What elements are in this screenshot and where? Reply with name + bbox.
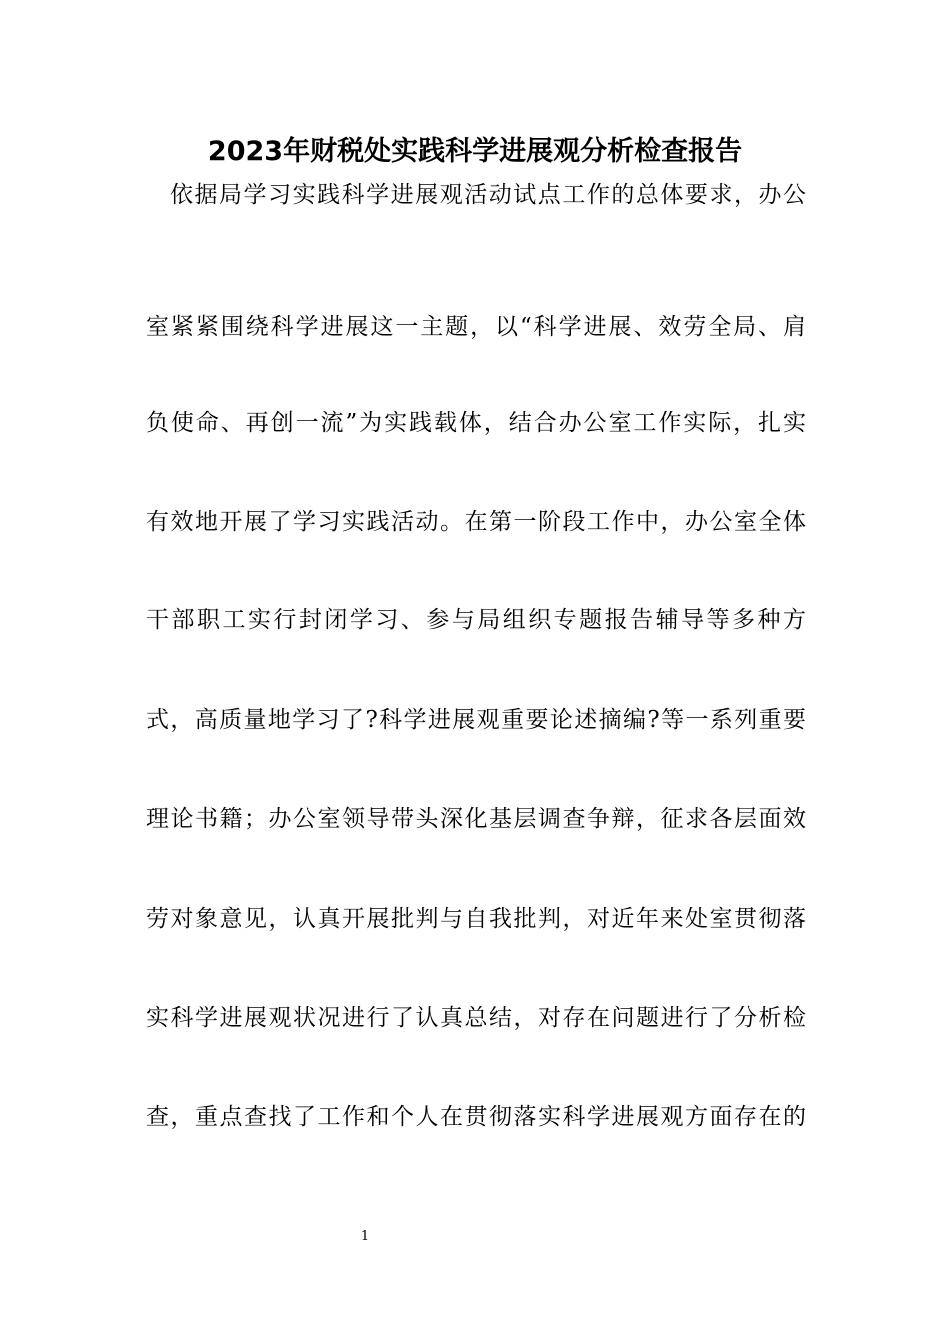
paragraph-line: 劳对象意见，认真开展批判与自我批判，对近年来处室贯彻落 (146, 906, 806, 932)
paragraph-line: 有效地开展了学习实践活动。在第一阶段工作中，办公室全体 (146, 509, 806, 535)
paragraph-line: 理论书籍；办公室领导带头深化基层调查争辩，征求各层面效 (146, 806, 806, 832)
paragraph-line: 负使命、再创一流”为实践载体，结合办公室工作实际，扎实 (146, 410, 806, 436)
paragraph-line: 干部职工实行封闭学习、参与局组织专题报告辅导等多种方 (146, 607, 806, 633)
paragraph-line: 实科学进展观状况进行了认真总结，对存在问题进行了分析检 (146, 1005, 806, 1031)
paragraph-line: 式，高质量地学习了?科学进展观重要论述摘编?等一系列重要 (146, 707, 806, 733)
paragraph-line: 查，重点查找了工作和个人在贯彻落实科学进展观方面存在的 (146, 1104, 806, 1130)
page-number: 1 (360, 1229, 370, 1244)
document-title: 2023年财税处实践科学进展观分析检查报告 (207, 136, 743, 167)
paragraph-line: 室紧紧围绕科学进展这一主题，以“科学进展、效劳全局、肩 (146, 314, 806, 340)
paragraph-line: 依据局学习实践科学进展观活动试点工作的总体要求，办公 (170, 182, 806, 208)
